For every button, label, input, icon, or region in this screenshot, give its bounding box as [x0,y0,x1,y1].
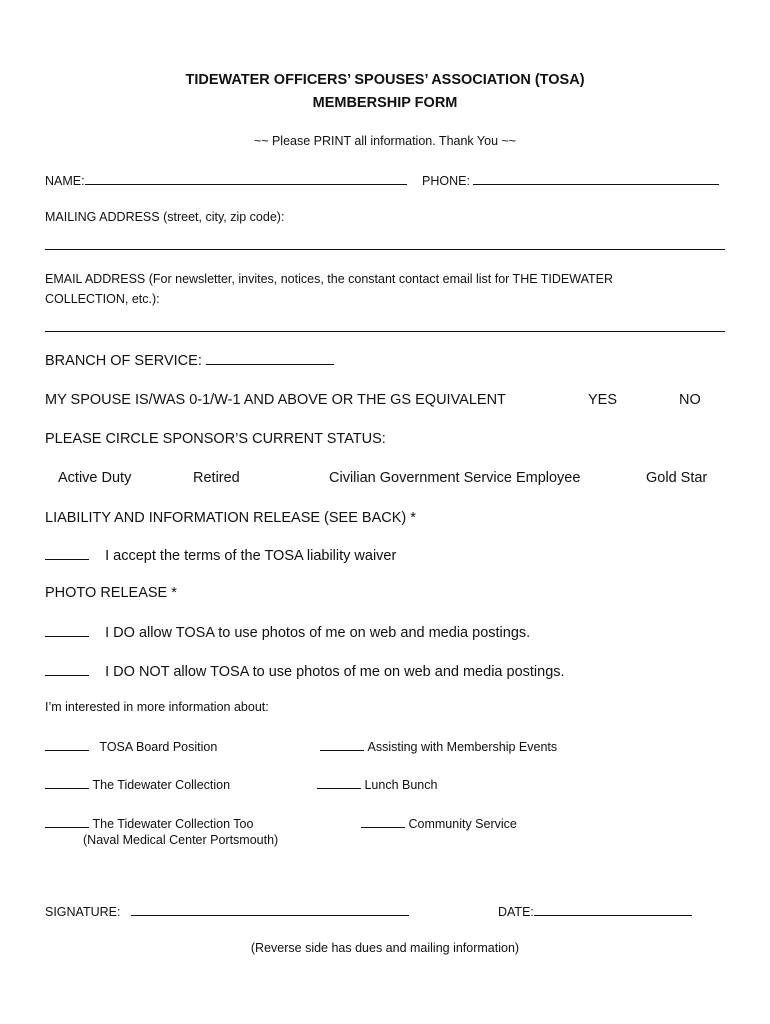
liability-accept-row[interactable] [45,547,396,564]
form-title: TIDEWATER OFFICERS’ SPOUSES’ ASSOCIATION (TOSA) [185,72,585,88]
status-gold-star[interactable]: Gold Star [646,470,708,486]
spouse-question: MY SPOUSE IS/WAS 0-1/W-1 AND ABOVE OR THE GS EQUIVALENT [45,392,506,408]
interests-heading: I’m interested in more information about: [45,700,269,714]
photo-allow-row[interactable] [45,624,530,641]
sponsor-status-label: PLEASE CIRCLE SPONSOR’S CURRENT STATUS: [45,431,386,447]
photo-disallow-row[interactable] [45,663,565,680]
status-retired[interactable]: Retired [193,470,240,486]
print-instruction: ~~ Please PRINT all information. Thank You ~~ [253,134,517,148]
interest-board-position[interactable] [45,738,217,754]
no-option[interactable]: NO [679,392,701,408]
date-blank[interactable] [534,903,692,916]
interest-membership-events[interactable] [320,738,557,754]
date-label: DATE: [498,905,534,919]
interest-blank[interactable] [45,815,89,828]
email-label-line2: COLLECTION, etc.): [45,292,160,306]
photo-release-heading: PHOTO RELEASE * [45,585,177,601]
interest-label: Community Service [408,817,517,831]
branch-label: BRANCH OF SERVICE: [45,353,202,369]
status-civilian[interactable]: Civilian Government Service Employee [329,470,581,486]
form-subtitle: MEMBERSHIP FORM [312,95,458,111]
email-line[interactable] [45,331,725,332]
interest-label: The Tidewater Collection Too [92,817,254,831]
status-active-duty[interactable]: Active Duty [58,470,132,486]
interest-label: Lunch Bunch [364,778,438,792]
signature-blank[interactable] [131,903,409,916]
interest-community-service[interactable] [361,815,517,831]
interest-blank[interactable] [320,738,364,751]
mailing-address-line[interactable] [45,249,725,250]
name-label: NAME: [45,174,85,188]
interest-tidewater-collection-too[interactable] [45,815,253,831]
yes-option[interactable]: YES [588,392,618,408]
interest-blank[interactable] [361,815,405,828]
interest-tidewater-collection[interactable] [45,776,230,792]
interest-label: Assisting with Membership Events [367,740,558,754]
reverse-side-note: (Reverse side has dues and mailing information) [250,941,520,955]
branch-blank[interactable] [206,352,334,365]
photo-allow-blank[interactable] [45,624,89,637]
branch-field[interactable] [45,352,334,369]
phone-field[interactable] [422,172,719,188]
photo-disallow-blank[interactable] [45,663,89,676]
interest-label: TOSA Board Position [99,740,218,754]
interest-sub-note: (Naval Medical Center Portsmouth) [83,833,279,847]
liability-accept-text: I accept the terms of the TOSA liability waiver [105,548,397,564]
name-blank[interactable] [85,172,407,185]
interest-blank[interactable] [45,776,89,789]
signature-label: SIGNATURE: [45,905,121,919]
signature-field[interactable] [45,903,409,919]
photo-allow-text: I DO allow TOSA to use photos of me on web and media postings. [105,625,531,641]
liability-heading: LIABILITY AND INFORMATION RELEASE (SEE BACK) * [45,510,416,526]
date-field[interactable] [498,903,692,919]
mailing-address-label: MAILING ADDRESS (street, city, zip code): [45,210,285,224]
interest-blank[interactable] [317,776,361,789]
photo-disallow-text: I DO NOT allow TOSA to use photos of me on web and media postings. [105,664,565,680]
name-field[interactable] [45,172,407,188]
phone-label: PHONE: [422,174,470,188]
interest-label: The Tidewater Collection [92,778,231,792]
phone-blank[interactable] [473,172,719,185]
email-label-line1: EMAIL ADDRESS (For newsletter, invites, notices, the constant contact email list for THE TIDEWATER [45,272,614,286]
interest-blank[interactable] [45,738,89,751]
interest-lunch-bunch[interactable] [317,776,437,792]
liability-accept-blank[interactable] [45,547,89,560]
